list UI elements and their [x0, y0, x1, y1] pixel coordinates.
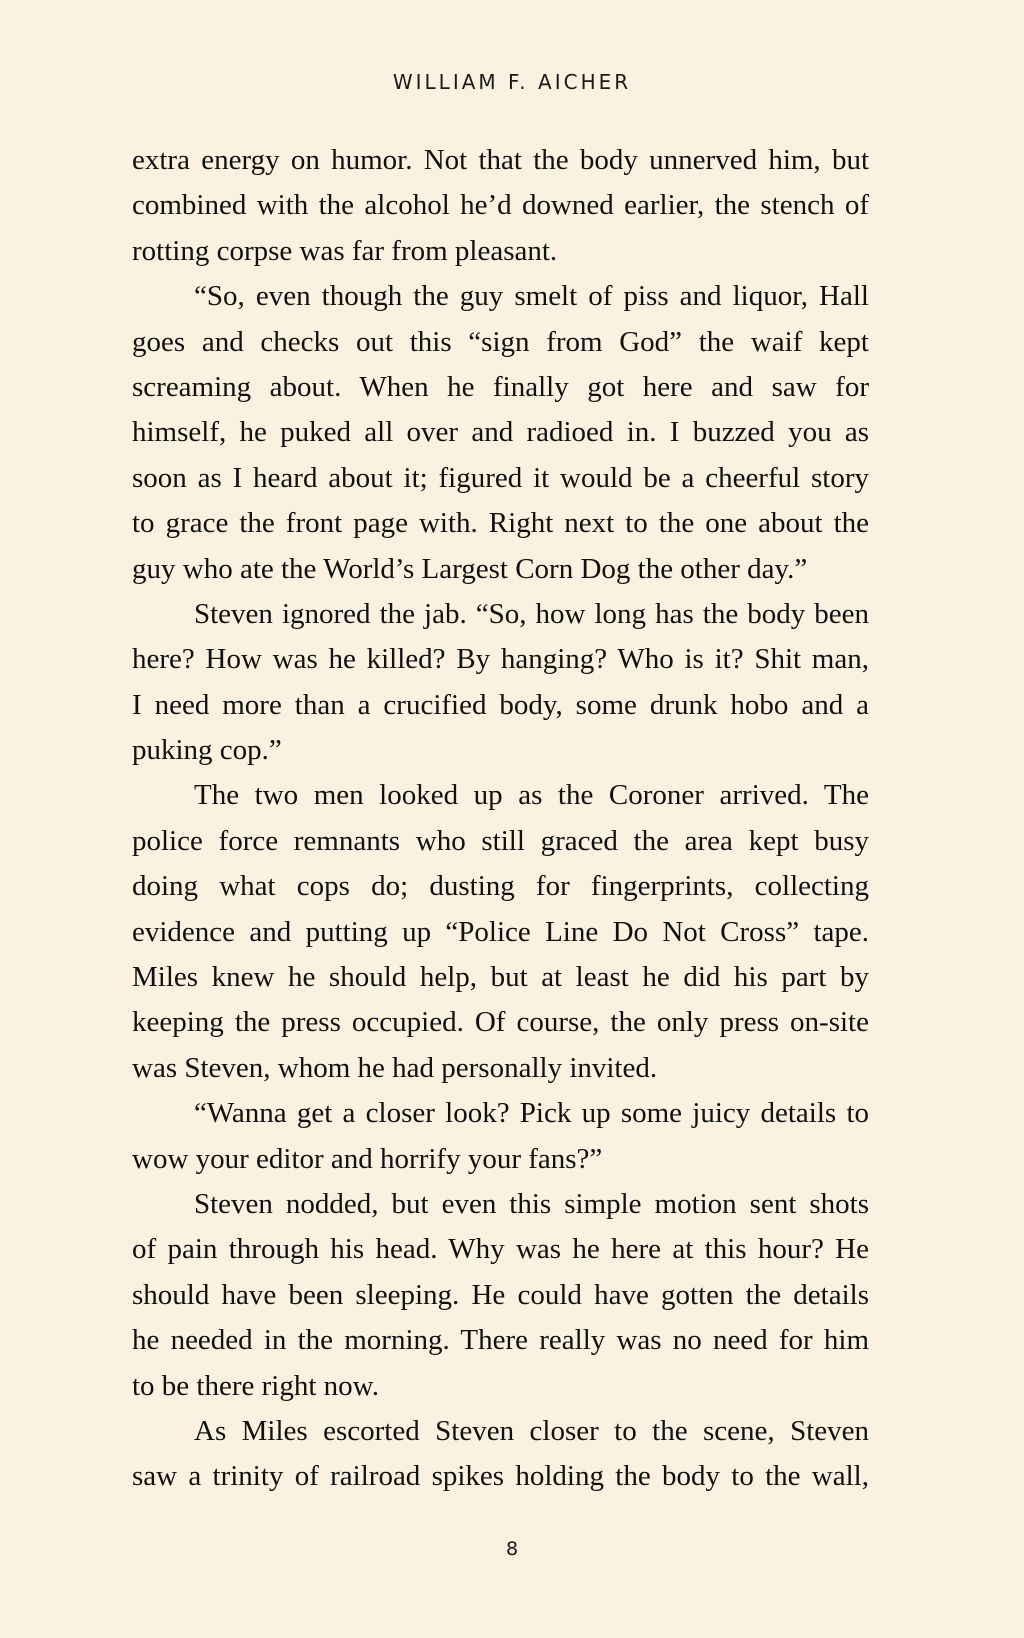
text-line: was Steven, whom he had personally invited. [132, 1051, 658, 1084]
text-line: himself, he puked all over and radioed in. I buzzed you as [132, 416, 869, 449]
text-line: here? How was he killed? By hanging? Who is it? Shit man, [132, 643, 869, 676]
paragraph [132, 274, 869, 592]
text-line: to be there right now. [132, 1369, 379, 1402]
text-line: saw a trinity of railroad spikes holding the body to the wall, [132, 1460, 869, 1493]
text-line: of pain through his head. Why was he here at this hour? He [132, 1233, 869, 1266]
text-line: screaming about. When he finally got here and saw for [132, 370, 869, 403]
text-line: The two men looked up as the Coroner arrived. The [194, 779, 869, 812]
text-line: keeping the press occupied. Of course, the only press on-site [132, 1006, 869, 1039]
paragraph [132, 592, 869, 774]
text-line: puking cop.” [132, 734, 282, 767]
text-line: Steven ignored the jab. “So, how long has the body been [194, 597, 869, 630]
text-line: “Wanna get a closer look? Pick up some juicy details to [194, 1097, 869, 1130]
text-line: I need more than a crucified body, some drunk hobo and a [132, 688, 869, 721]
text-line: to grace the front page with. Right next to the one about the [132, 507, 869, 540]
text-line: guy who ate the World’s Largest Corn Dog the other day.” [132, 552, 808, 585]
text-line: doing what cops do; dusting for fingerprints, collecting [132, 870, 869, 903]
text-line: he needed in the morning. There really was no need for him [132, 1324, 869, 1357]
text-line: extra energy on humor. Not that the body unnerved him, but [132, 144, 869, 176]
running-header-author: WILLIAM F. AICHER [392, 70, 632, 94]
paragraph [132, 138, 869, 274]
text-line: soon as I heard about it; figured it would be a cheerful story [132, 461, 869, 494]
page-number: 8 [505, 1538, 519, 1560]
text-line: rotting corpse was far from pleasant. [132, 234, 558, 267]
paragraph [132, 1409, 869, 1500]
text-line: evidence and putting up “Police Line Do Not Cross” tape. [132, 915, 869, 948]
text-line: wow your editor and horrify your fans?” [132, 1142, 603, 1175]
text-line: As Miles escorted Steven closer to the scene, Steven [194, 1414, 869, 1447]
text-line: should have been sleeping. He could have gotten the details [132, 1278, 869, 1311]
text-line: Miles knew he should help, but at least he did his part by [132, 961, 869, 994]
text-line: police force remnants who still graced the area kept busy [132, 824, 869, 857]
paragraph [132, 1182, 869, 1409]
text-line: combined with the alcohol he’d downed earlier, the stench of [132, 189, 869, 222]
text-line: Steven nodded, but even this simple motion sent shots [194, 1187, 869, 1220]
paragraph [132, 773, 869, 1091]
body-text [132, 138, 869, 1500]
text-line: goes and checks out this “sign from God” the waif kept [132, 325, 869, 358]
paragraph [132, 1091, 869, 1182]
text-line: “So, even though the guy smelt of piss and liquor, Hall [194, 280, 869, 313]
